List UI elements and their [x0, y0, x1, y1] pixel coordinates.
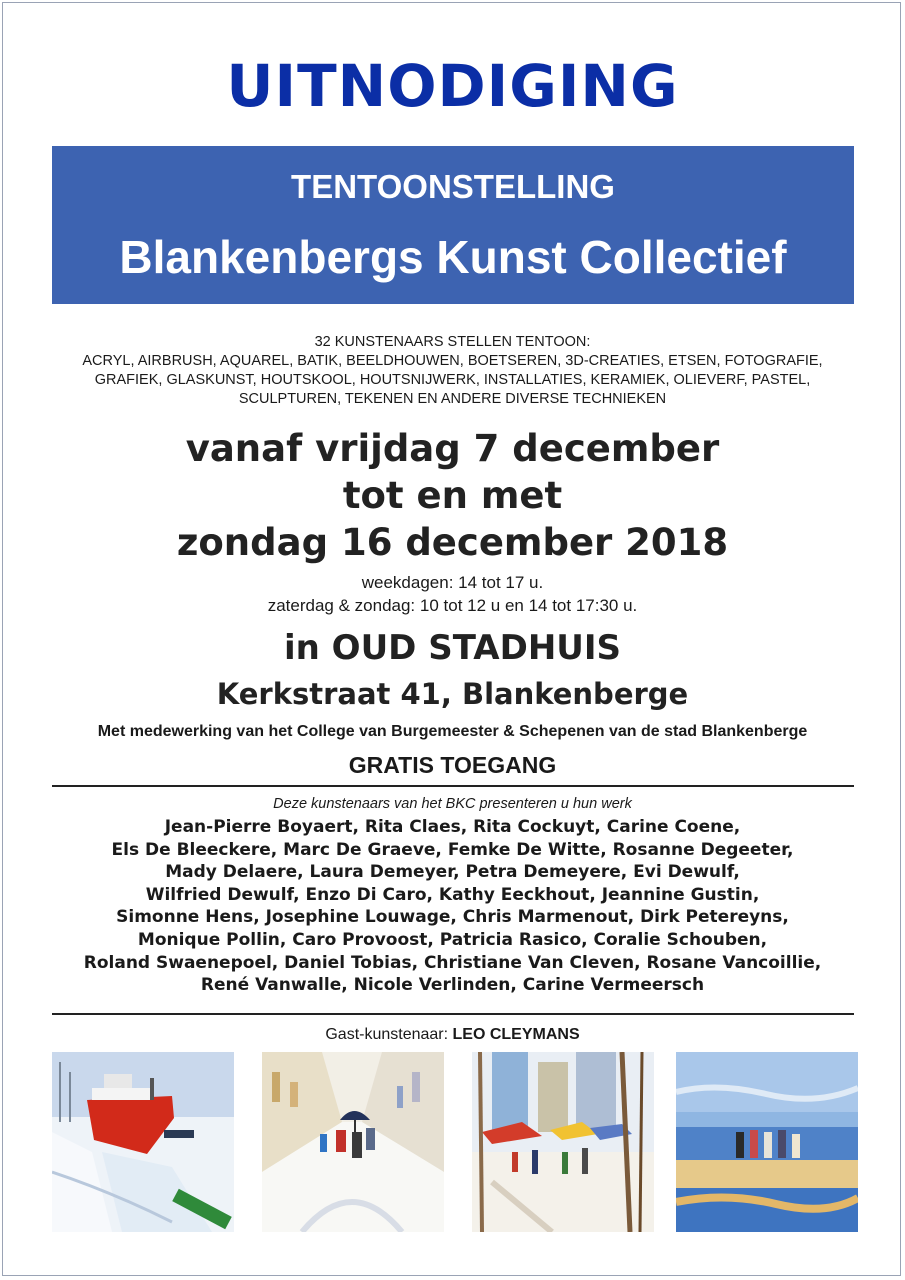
venue-address: Kerkstraat 41, Blankenberge: [216, 677, 689, 711]
techniques-line: ACRYL, AIRBRUSH, AQUAREL, BATIK, BEELDHOUWEN, BOETSEREN, 3D-CREATIES, ETSEN, FOTOGRAFIE,: [82, 353, 823, 369]
exhibition-dates: [0, 425, 905, 566]
opening-hours: [0, 571, 905, 617]
artists-line: Jean-Pierre Boyaert, Rita Claes, Rita Cockuyt, Carine Coene,: [164, 817, 741, 837]
techniques-line: SCULPTUREN, TEKENEN EN ANDERE DIVERSE TECHNIEKEN: [238, 391, 667, 407]
techniques-line: GRAFIEK, GLASKUNST, HOUTSKOOL, HOUTSNIJWERK, INSTALLATIES, KERAMIEK, OLIEVERF, PASTEL,: [94, 372, 811, 388]
painting-harbour-ship: [52, 1052, 234, 1232]
techniques-list: [0, 333, 905, 409]
artists-list: [0, 816, 905, 997]
hours-weekend: zaterdag & zondag: 10 tot 12 u en 14 tot 17:30 u.: [267, 596, 638, 615]
date-line: vanaf vrijdag 7 december: [185, 427, 720, 470]
artists-line: Simonne Hens, Josephine Louwage, Chris Marmenout, Dirk Petereyns,: [116, 907, 789, 928]
date-line: zondag 16 december 2018: [176, 521, 729, 564]
banner-subtitle: TENTOONSTELLING: [291, 168, 615, 205]
presenting-note: Deze kunstenaars van het BKC presenteren u hun werk: [273, 796, 632, 812]
painting-market-tents: [472, 1052, 654, 1232]
banner-collective-name: Blankenbergs Kunst Collectief: [119, 231, 787, 283]
artists-line: Monique Pollin, Caro Provoost, Patricia Rasico, Coralie Schouben,: [137, 929, 768, 950]
painting-beach-riders: [676, 1052, 858, 1232]
artists-line: Els De Bleeckere, Marc De Graeve, Femke De Witte, Rosanne Degeeter,: [111, 839, 794, 860]
venue-name: in OUD STADHUIS: [283, 628, 622, 668]
divider: [52, 785, 854, 787]
artists-line: René Vanwalle, Nicole Verlinden, Carine Vermeersch: [200, 975, 705, 996]
date-line: tot en met: [342, 474, 563, 517]
invitation-title: UITNODIGING: [226, 52, 679, 120]
divider: [52, 1013, 854, 1015]
admission-note: GRATIS TOEGANG: [348, 752, 557, 778]
artists-line: Roland Swaenepoel, Daniel Tobias, Christiane Van Cleven, Rosane Vancoillie,: [83, 952, 822, 973]
exhibition-banner: [52, 146, 854, 304]
artists-line: Wilfried Dewulf, Enzo Di Caro, Kathy Eeckhout, Jeannine Gustin,: [145, 884, 760, 905]
cooperation-note: Met medewerking van het College van Burgemeester & Schepenen van de stad Blankenberge: [97, 723, 808, 740]
guest-label: Gast-kunstenaar:: [325, 1026, 453, 1043]
guest-artist: [0, 1026, 905, 1044]
guest-name: LEO CLEYMANS: [452, 1026, 580, 1043]
painting-street-umbrella: [262, 1052, 444, 1232]
hours-weekdays: weekdagen: 14 tot 17 u.: [361, 573, 544, 592]
artists-line: Mady Delaere, Laura Demeyer, Petra Demeyere, Evi Dewulf,: [165, 862, 740, 883]
techniques-line: 32 KUNSTENAARS STELLEN TENTOON:: [314, 334, 591, 350]
